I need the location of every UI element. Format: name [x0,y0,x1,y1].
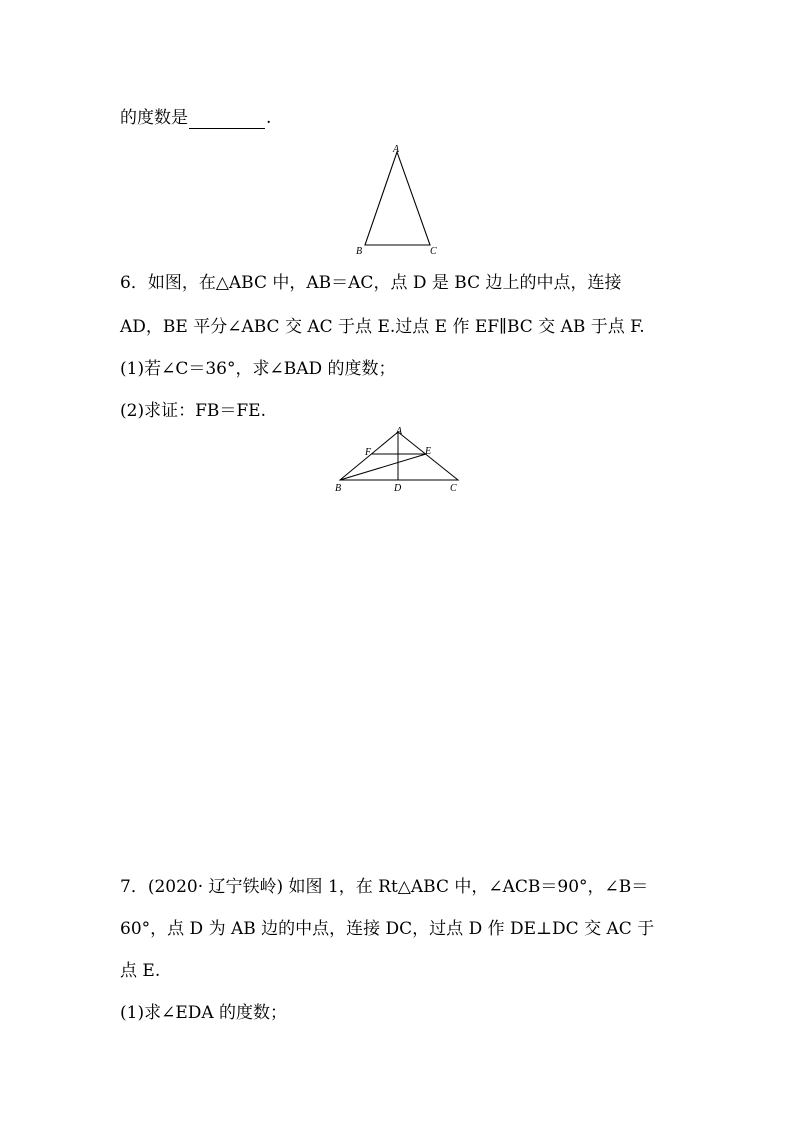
label-b: B [335,483,342,494]
figure-triangle-abc [350,140,450,260]
label-e: E [425,446,432,457]
q7-line-3: 点 E. [120,961,161,981]
q7-line-2: 60°，点 D 为 AB 边的中点，连接 DC，过点 D 作 DE⊥DC 交 AC 于 [120,919,655,939]
label-d: D [394,483,402,494]
q6-line-1: 6．如图，在△ABC 中，AB＝AC，点 D 是 BC 边上的中点，连接 [120,273,622,293]
answer-blank[interactable] [189,110,265,129]
q6-line-3: (1)若∠C＝36°，求∠BAD 的度数； [120,359,396,379]
q5-text-after: . [266,108,272,128]
figure-triangle-efad [330,425,470,500]
label-f: F [365,447,372,458]
label-a: A [393,144,400,155]
segment-be [340,454,426,480]
q6-line-2: AD，BE 平分∠ABC 交 AC 于点 E.过点 E 作 EF∥BC 交 AB 于点 F. [120,317,645,337]
q6-line-4: (2)求证：FB＝FE. [120,401,266,421]
outer-triangle [340,432,458,480]
label-a: A [396,426,403,437]
q5-text-before: 的度数是 [120,108,188,128]
label-b: B [356,246,363,257]
q5-answer-line [120,107,680,129]
triangle-shape [365,152,430,245]
label-c: C [430,246,437,257]
q7-line-1: 7．(2020· 辽宁铁岭) 如图 1，在 Rt△ABC 中，∠ACB＝90°，∠B＝ [120,877,649,897]
q7-line-4: (1)求∠EDA 的度数； [120,1003,288,1023]
label-c: C [450,483,457,494]
